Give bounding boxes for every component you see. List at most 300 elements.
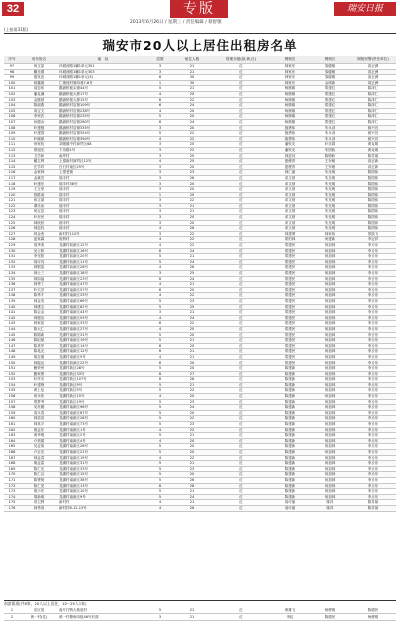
- cell-grid-member: 林家东: [270, 64, 310, 70]
- cell-landlord: 吴士桥: [20, 248, 58, 254]
- cell-level: 红: [212, 315, 270, 321]
- cell-tenants: 26: [172, 505, 212, 511]
- cell-grid-member: 施勇伟: [270, 136, 310, 142]
- cell-tenants: 24: [172, 248, 212, 254]
- cell-grid-member: 周可丽: [270, 505, 310, 511]
- cell-officer: 李丘东: [350, 427, 396, 433]
- cell-officer: 陈国伟: [350, 175, 396, 181]
- cell-level: 红: [212, 248, 270, 254]
- header-rule: [4, 33, 396, 34]
- cell-grid-leader: 何加林: [310, 483, 350, 489]
- cell-tenants: 25: [172, 304, 212, 310]
- cell-level: 红: [212, 192, 270, 198]
- cell-address: 环城西路1幢1单元301: [58, 64, 148, 70]
- cell-tenants: 20: [172, 181, 212, 187]
- cell-officer: 陈泽仁: [350, 108, 396, 114]
- cell-grid-member: 郑伯林: [270, 237, 310, 243]
- cell-grid-leader: 何加林: [310, 360, 350, 366]
- footer-rule: [4, 600, 396, 601]
- cell-index: 141: [4, 310, 20, 316]
- cell-officer: 李丘东: [350, 472, 396, 478]
- cell-tenants: 22: [172, 198, 212, 204]
- cell-level: 红: [212, 388, 270, 394]
- cell-index: 2: [4, 614, 20, 621]
- cell-level: 红: [212, 472, 270, 478]
- cell-floors: 5: [148, 466, 172, 472]
- cell-level: 红: [212, 231, 270, 237]
- cell-officer: 周正洲: [350, 80, 396, 86]
- cell-level: 红: [212, 489, 270, 495]
- cell-level: 红: [212, 371, 270, 377]
- cell-officer: 陈国伟: [350, 220, 396, 226]
- cell-floors: 6: [148, 75, 172, 81]
- cell-grid-leader: 何建新: [310, 237, 350, 243]
- cell-tenants: 24: [172, 276, 212, 282]
- cell-tenants: 25: [172, 270, 212, 276]
- cell-grid-member: 郑建民: [270, 360, 310, 366]
- cell-floors: 5: [148, 444, 172, 450]
- cell-officer: 李丘东: [350, 315, 396, 321]
- cell-floors: 3: [148, 175, 172, 181]
- cell-grid-member: 邓文财: [270, 215, 310, 221]
- cell-address: 龙湖村南新区44号: [58, 310, 148, 316]
- cell-floors: 4: [148, 438, 172, 444]
- cell-landlord: 吴亮刚: [20, 405, 58, 411]
- cell-level: 红: [212, 170, 270, 176]
- cell-officer: 李丘东: [350, 461, 396, 467]
- cell-officer: 李丘东: [350, 287, 396, 293]
- cell-address: 龙湖村南新区4号: [58, 438, 148, 444]
- cell-index: 118: [4, 181, 20, 187]
- cell-level: 红: [212, 159, 270, 165]
- cell-tenants: 24: [172, 119, 212, 125]
- cell-tenants: 23: [172, 399, 212, 405]
- cell-grid-leader: 郑建红: [310, 114, 350, 120]
- cell-address: 龙湖村南新区15号: [58, 472, 148, 478]
- cell-tenants: 22: [172, 455, 212, 461]
- cell-tenants: 21: [172, 349, 212, 355]
- cell-grid-member: 陈建新: [270, 449, 310, 455]
- cell-tenants: 30: [172, 80, 212, 86]
- cell-officer: 李丘东: [350, 270, 396, 276]
- cell-officer: 李丘东: [350, 377, 396, 383]
- cell-index: 142: [4, 315, 20, 321]
- cell-index: 174: [4, 494, 20, 500]
- cell-index: 101: [4, 86, 20, 92]
- cell-tenants: 20: [172, 326, 212, 332]
- cell-level: 红: [212, 382, 270, 388]
- cell-floors: 3: [148, 125, 172, 131]
- cell-floors: 3: [148, 187, 172, 193]
- cell-officer: 李丘东: [350, 433, 396, 439]
- cell-level: 红: [212, 147, 270, 153]
- cell-landlord: 戴立利: [20, 159, 58, 165]
- cell-floors: 3: [148, 614, 172, 621]
- cell-level: 红: [212, 377, 270, 383]
- cell-floors: 5: [148, 332, 172, 338]
- cell-landlord: 庄学祥: [20, 164, 58, 170]
- cell-grid-member: 陈建新: [270, 455, 310, 461]
- cell-level: 红: [212, 131, 270, 137]
- cell-index: 109: [4, 131, 20, 137]
- cell-floors: 6: [148, 321, 172, 327]
- footer-table-body: [4, 607, 396, 621]
- cell-level: 红: [212, 114, 270, 120]
- cell-landlord: 叶晓斌: [20, 136, 58, 142]
- cell-address: 龙湖村南新区12号: [58, 349, 148, 355]
- cell-grid-member: 林家东: [270, 75, 310, 81]
- cell-index: 151: [4, 366, 20, 372]
- cell-tenants: 20: [172, 366, 212, 372]
- cell-level: 红: [212, 175, 270, 181]
- cell-grid-leader: 郑建红: [310, 86, 350, 92]
- cell-index: 175: [4, 500, 20, 506]
- cell-tenants: 20: [172, 215, 212, 221]
- cell-address: 龙湖村前新区26号: [58, 265, 148, 271]
- cell-landlord: 周永春: [20, 410, 58, 416]
- cell-officer: 薛兴官: [350, 125, 396, 131]
- cell-level: 红: [212, 103, 270, 109]
- cell-grid-member: 陈建新: [270, 483, 310, 489]
- cell-officer: 李丘东: [350, 399, 396, 405]
- cell-level: 红: [212, 293, 270, 299]
- cell-index: 124: [4, 215, 20, 221]
- cell-address: 龙湖村南新区26号: [58, 416, 148, 422]
- cell-index: 164: [4, 438, 20, 444]
- cell-grid-leader: 朱光明: [310, 215, 350, 221]
- cell-index: 119: [4, 187, 20, 193]
- cell-grid-leader: 何加林: [310, 427, 350, 433]
- continued-note: (上接第31版): [4, 27, 29, 32]
- cell-level: 红: [212, 455, 270, 461]
- cell-tenants: 20: [172, 287, 212, 293]
- cell-floors: 4: [148, 505, 172, 511]
- cell-officer: 李丘东: [350, 410, 396, 416]
- cell-address: 龙湖村南新区53号: [58, 315, 148, 321]
- cell-grid-leader: 王东敏: [310, 164, 350, 170]
- cell-landlord: 周忠伟: [20, 86, 58, 92]
- cell-tenants: 22: [172, 427, 212, 433]
- cell-tenants: 23: [172, 298, 212, 304]
- cell-grid-leader: 何加林: [310, 472, 350, 478]
- cell-level: 红: [212, 394, 270, 400]
- cell-officer: 李丘东: [350, 405, 396, 411]
- cell-officer: 李丘东: [350, 477, 396, 483]
- cell-grid-leader: 何加林: [310, 265, 350, 271]
- cell-grid-leader: 朱永剑: [310, 131, 350, 137]
- cell-grid-member: 郑建民: [270, 276, 310, 282]
- cell-index: 132: [4, 259, 20, 265]
- cell-tenants: 20: [172, 108, 212, 114]
- cell-grid-member: 邓文财: [270, 181, 310, 187]
- cell-officer: 李丘东: [350, 494, 396, 500]
- cell-grid-leader: 朱光明: [310, 220, 350, 226]
- cell-officer: 薛兴官: [350, 131, 396, 137]
- cell-index: 145: [4, 332, 20, 338]
- cell-level: 红: [212, 91, 270, 97]
- cell-grid-leader: 何加林: [310, 287, 350, 293]
- cell-landlord: 叶天洋: [20, 287, 58, 293]
- cell-grid-leader: 何加林: [310, 394, 350, 400]
- cell-landlord: 戴光增: [20, 69, 58, 75]
- cell-address: 龙湖村南新区23号: [58, 276, 148, 282]
- cell-address: 龙湖村南新区96号: [58, 405, 148, 411]
- cell-index: 135: [4, 276, 20, 282]
- cell-floors: 3: [148, 69, 172, 75]
- cell-floors: 4: [148, 108, 172, 114]
- cell-officer: 陈国伟: [350, 181, 396, 187]
- cell-index: 167: [4, 455, 20, 461]
- cell-grid-member: 陈建新: [270, 394, 310, 400]
- cell-officer: 陈泽仁: [350, 86, 396, 92]
- cell-address: 龙湖村南新区10号: [58, 489, 148, 495]
- cell-grid-leader: 朱国政: [310, 147, 350, 153]
- cell-address: 龙湖村前新区22号: [58, 360, 148, 366]
- cell-level: 红: [212, 427, 270, 433]
- cell-level: 红: [212, 187, 270, 193]
- cell-floors: 6: [148, 360, 172, 366]
- cell-grid-member: 郑建民: [270, 287, 310, 293]
- cell-index: 162: [4, 427, 20, 433]
- cell-officer: 陈国伟: [350, 187, 396, 193]
- cell-grid-leader: 何加林: [310, 382, 350, 388]
- cell-grid-member: 邓文财: [270, 220, 310, 226]
- cell-landlord: 叶建国: [20, 131, 58, 137]
- cell-tenants: 21: [172, 461, 212, 467]
- cell-officer: 李定祥: [350, 237, 396, 243]
- cell-index: 153: [4, 377, 20, 383]
- cell-floors: 6: [148, 119, 172, 125]
- cell-tenants: 22: [172, 237, 212, 243]
- cell-grid-leader: 朱光明: [310, 203, 350, 209]
- cell-level: 红: [212, 304, 270, 310]
- cell-floors: 3: [148, 215, 172, 221]
- cell-grid-leader: 陈祥: [310, 500, 350, 506]
- cell-officer: 陈国伟: [350, 209, 396, 215]
- cell-tenants: 27: [172, 371, 212, 377]
- cell-floors: 5: [148, 388, 172, 394]
- cell-floors: 6: [148, 483, 172, 489]
- cell-officer: 李丘东: [350, 248, 396, 254]
- cell-landlord: 周秀美: [20, 243, 58, 249]
- cell-grid-member: 郑建民: [270, 248, 310, 254]
- cell-grid-leader: 何加林: [310, 259, 350, 265]
- cell-tenants: 22: [172, 293, 212, 299]
- cell-level: 红: [212, 215, 270, 221]
- cell-landlord: 金继财: [20, 97, 58, 103]
- cell-index: 103: [4, 97, 20, 103]
- cell-grid-member: 郑建民: [270, 282, 310, 288]
- cell-landlord: 林其平: [20, 422, 58, 428]
- cell-grid-member: 陈建新: [270, 444, 310, 450]
- cell-grid-member: 郑建民: [270, 304, 310, 310]
- cell-landlord: 卫学和: [20, 153, 58, 159]
- cell-floors: 3: [148, 231, 172, 237]
- cell-floors: 5: [148, 461, 172, 467]
- cell-grid-member: 郑建民: [270, 259, 310, 265]
- cell-grid-member: 陈建新: [270, 416, 310, 422]
- cell-level: 红: [212, 449, 270, 455]
- cell-tenants: 21: [172, 310, 212, 316]
- cell-grid-leader: 何加林: [310, 422, 350, 428]
- cell-tenants: 22: [172, 97, 212, 103]
- cell-tenants: 20: [172, 449, 212, 455]
- cell-grid-leader: 陈锦盼: [310, 153, 350, 159]
- cell-tenants: 20: [172, 360, 212, 366]
- cell-tenants: 20: [172, 164, 212, 170]
- cell-floors: 5: [148, 304, 172, 310]
- cell-address: 龙湖村新区33号: [58, 371, 148, 377]
- cell-officer: 黄克明: [350, 142, 396, 148]
- cell-index: 120: [4, 192, 20, 198]
- cell-grid-member: 杨鼎雄: [270, 103, 310, 109]
- cell-address: 鹅浦桥村店街260号: [58, 119, 148, 125]
- cell-level: 红: [212, 500, 270, 506]
- cell-index: 108: [4, 125, 20, 131]
- cell-landlord: 陈纪斌: [20, 338, 58, 344]
- cell-floors: 3: [148, 147, 172, 153]
- cell-level: 红: [212, 265, 270, 271]
- cell-officer: 李丘东: [350, 422, 396, 428]
- cell-level: 红: [212, 332, 270, 338]
- cell-level: 红: [212, 354, 270, 360]
- cell-grid-member: 陈建新: [270, 427, 310, 433]
- cell-grid-member: 杨鼎雄: [270, 86, 310, 92]
- cell-floors: 4: [148, 237, 172, 243]
- cell-level: 红: [212, 86, 270, 92]
- cell-grid-member: 郑建民: [270, 254, 310, 260]
- cell-landlord: 叶东民: [20, 215, 58, 221]
- cell-floors: 4: [148, 427, 172, 433]
- cell-grid-member: 郑建民: [270, 293, 310, 299]
- cell-grid-leader: 何加林: [310, 282, 350, 288]
- cell-landlord: 孙德余: [20, 119, 58, 125]
- cell-level: 红: [212, 75, 270, 81]
- cell-level: 红: [212, 366, 270, 372]
- cell-address: 瑞丰村: [58, 192, 148, 198]
- cell-grid-leader: 朱光明: [310, 187, 350, 193]
- cell-grid-leader: 何加林: [310, 455, 350, 461]
- cell-index: 154: [4, 382, 20, 388]
- cell-grid-leader: 何加林: [310, 438, 350, 444]
- cell-grid-leader: 陈德民: [310, 614, 350, 621]
- cell-officer: 李丘东: [350, 276, 396, 282]
- cell-tenants: 26: [172, 265, 212, 271]
- col-header-landlord: 房东姓名: [20, 56, 58, 64]
- cell-officer: 陈国伟: [350, 192, 396, 198]
- cell-level: 红: [212, 254, 270, 260]
- cell-grid-leader: 何加林: [310, 377, 350, 383]
- cell-floors: 5: [148, 607, 172, 614]
- cell-landlord: 应巨宽: [20, 607, 58, 614]
- cell-tenants: 30: [172, 75, 212, 81]
- cell-address: 龙湖村南新区13号: [58, 483, 148, 489]
- cell-index: 128: [4, 237, 20, 243]
- cell-officer: 李丘东: [350, 310, 396, 316]
- cell-landlord: 李光阳: [20, 254, 58, 260]
- cell-officer: 李丘东: [350, 326, 396, 332]
- cell-tenants: 20: [172, 444, 212, 450]
- cell-address: 新村村: [58, 500, 148, 506]
- cell-grid-member: 郑建民: [270, 298, 310, 304]
- cell-grid-member: 陈建新: [270, 472, 310, 478]
- cell-officer: 高正新: [350, 164, 396, 170]
- cell-grid-member: 林家东: [270, 69, 310, 75]
- cell-landlord: 陈大仁: [20, 326, 58, 332]
- cell-level: 红: [212, 142, 270, 148]
- cell-index: 106: [4, 114, 20, 120]
- cell-officer: 陈泽仁: [350, 119, 396, 125]
- cell-level: 红: [212, 466, 270, 472]
- cell-level: 红: [212, 477, 270, 483]
- cell-landlord: 郑旭光: [20, 147, 58, 153]
- cell-index: 140: [4, 304, 20, 310]
- cell-landlord: 叶建东: [20, 181, 58, 187]
- cell-address: 上望新村商贸区12号: [58, 159, 148, 165]
- cell-landlord: 陈丽燕: [20, 103, 58, 109]
- cell-address: 龙湖村南新区33号: [58, 321, 148, 327]
- cell-landlord: 胡新明: [20, 494, 58, 500]
- cell-grid-leader: 何加林: [310, 466, 350, 472]
- cell-officer: 蔡凯飞: [350, 231, 396, 237]
- cell-grid-member: 郑建民: [270, 315, 310, 321]
- cell-grid-leader: 朱光明: [310, 209, 350, 215]
- cell-level: 红: [212, 80, 270, 86]
- cell-officer: 李丘东: [350, 259, 396, 265]
- newspaper-masthead: 瑞安日报: [334, 2, 396, 16]
- cell-landlord: 林家星: [20, 321, 58, 327]
- cell-level: 红: [212, 422, 270, 428]
- cell-landlord: 金斌亮: [20, 175, 58, 181]
- cell-grid-leader: 郑建红: [310, 91, 350, 97]
- table-body: [4, 64, 396, 512]
- cell-index: 148: [4, 349, 20, 355]
- cell-floors: 6: [148, 276, 172, 282]
- cell-level: 红: [212, 209, 270, 215]
- cell-tenants: 20: [172, 332, 212, 338]
- cell-landlord: 林康宝: [20, 304, 58, 310]
- cell-index: 126: [4, 226, 20, 232]
- cell-level: 红: [212, 360, 270, 366]
- cell-address: 龙湖村前新区12号: [58, 243, 148, 249]
- cell-grid-leader: 何加林: [310, 366, 350, 372]
- cell-officer: 陈国伟: [350, 203, 396, 209]
- cell-tenants: 21: [172, 354, 212, 360]
- cell-index: 152: [4, 371, 20, 377]
- cell-index: 104: [4, 103, 20, 109]
- cell-address: 瑞丰村: [58, 226, 148, 232]
- cell-grid-member: 林廷其: [270, 153, 310, 159]
- cell-address: 龙湖村南新区27号: [58, 326, 148, 332]
- cell-grid-member: 周可丽: [270, 500, 310, 506]
- cell-grid-leader: 何加林: [310, 405, 350, 411]
- cell-officer: 李丘东: [350, 354, 396, 360]
- cell-grid-leader: 邹健敏: [310, 75, 350, 81]
- cell-officer: 陈泽仁: [350, 97, 396, 103]
- cell-landlord: 陈锦新: [20, 332, 58, 338]
- cell-address: 龙湖村南新区67号: [58, 410, 148, 416]
- cell-address: 龙湖村前新区20号: [58, 254, 148, 260]
- cell-level: 红: [212, 321, 270, 327]
- cell-address: 莘塍镇中村商贸区68: [58, 142, 148, 148]
- cell-index: 166: [4, 449, 20, 455]
- cell-floors: 5: [148, 494, 172, 500]
- cell-grid-member: 林仁丽: [270, 170, 310, 176]
- cell-tenants: 26: [172, 226, 212, 232]
- cell-grid-leader: 何加林: [310, 248, 350, 254]
- cell-index: 123: [4, 209, 20, 215]
- cell-landlord: 何宝忠: [20, 209, 58, 215]
